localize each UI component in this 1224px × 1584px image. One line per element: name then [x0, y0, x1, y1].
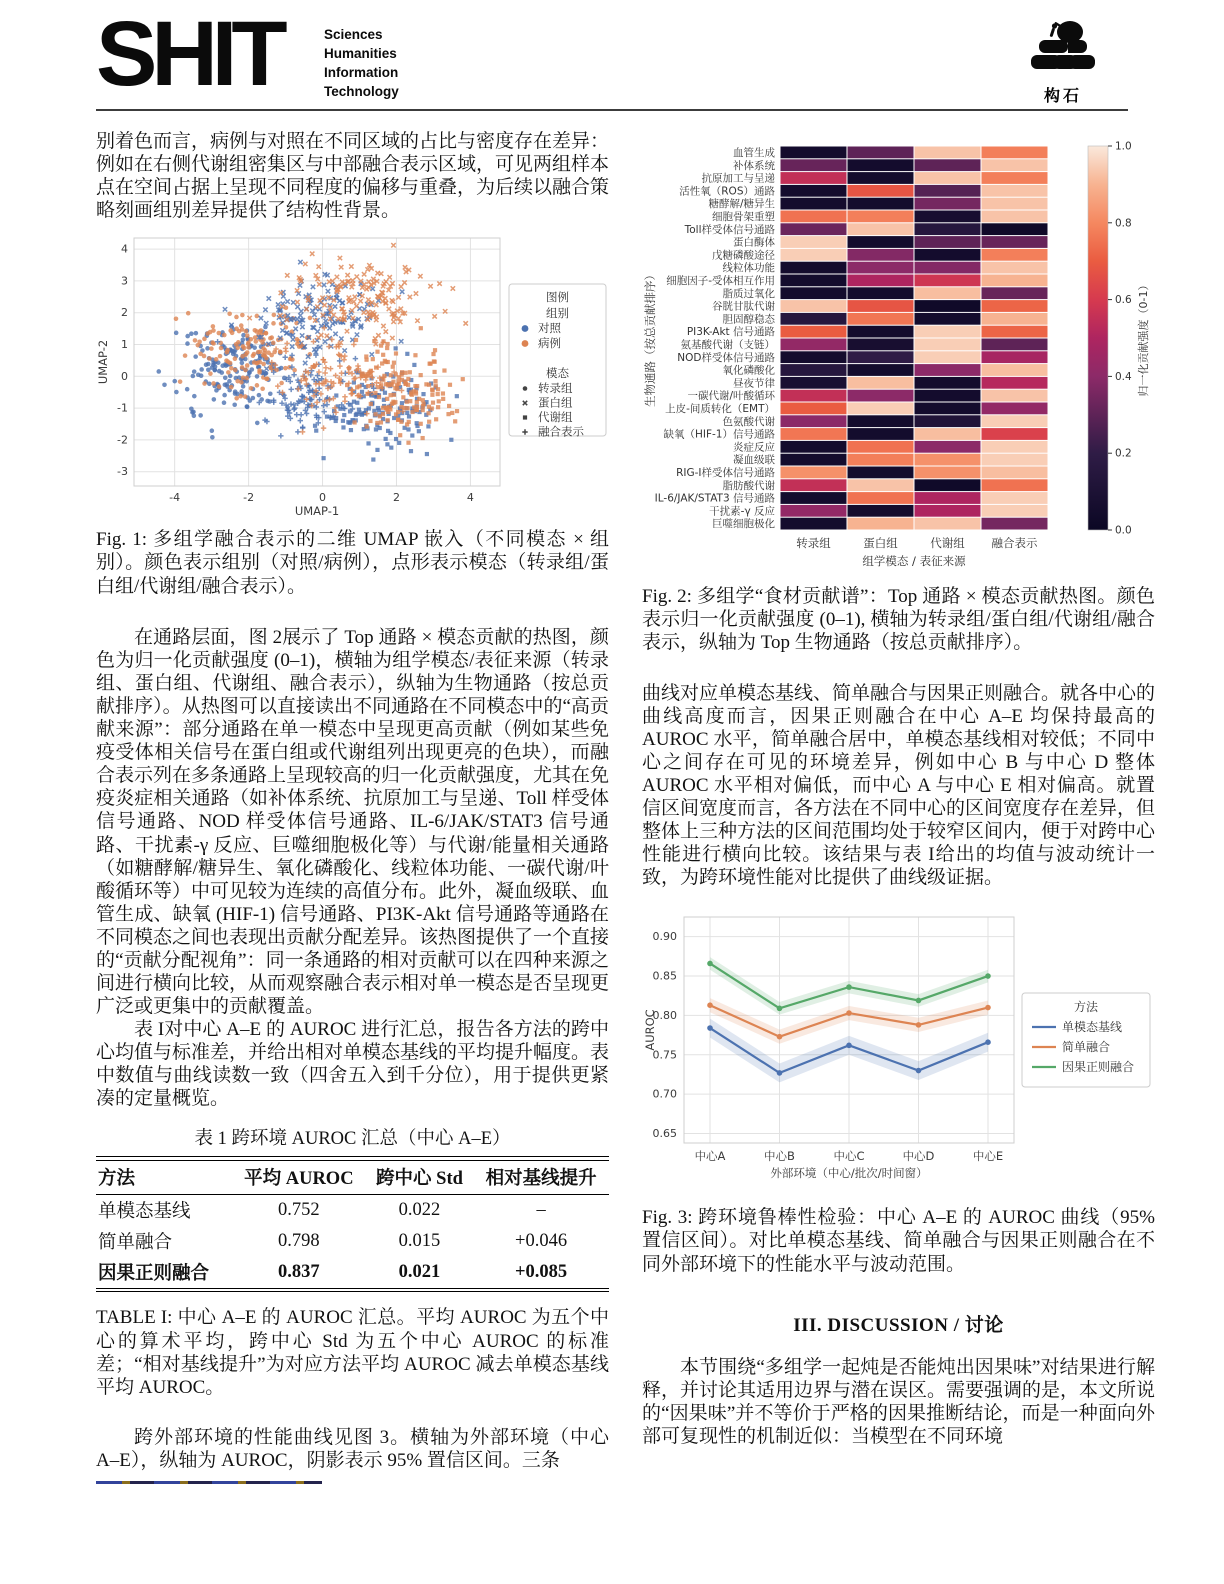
stone-pile-icon	[1021, 18, 1105, 80]
svg-text:细胞因子-受体相互作用: 细胞因子-受体相互作用	[666, 275, 775, 287]
table-cell: 单模态基线	[98, 1202, 191, 1223]
table-1-caption: TABLE I: 中心 A–E 的 AUROC 汇总。平均 AUROC 为五个中心的算术平均，跨中心 Std 为五个中心 AUROC 的标准差；“相对基线提升”为对应方法平均 AUROC 减去单模态基线平均 AUROC。	[96, 1307, 609, 1398]
svg-text:色氨酸代谢: 色氨酸代谢	[722, 415, 775, 428]
table-cell: 0.798	[278, 1230, 320, 1251]
publisher-label: 构石	[1043, 88, 1082, 105]
body-paragraph: 别着色而言，病例与对照在不同区域的占比与密度存在差异：例如在右侧代谢组密集区与中部融合表示区域，可见两组样本点在空间占据上呈现不同程度的偏移与重叠，为后续以融合策略刻画组别差异提供了结构性背景。	[96, 131, 610, 222]
svg-text:细胞骨架重塑: 细胞骨架重塑	[712, 211, 775, 223]
body-paragraph: 表 I对中心 A–E 的 AUROC 进行汇总，报告各方法的跨中心均值与标准差，并给出相对单模态基线的平均提升幅度。表中数值与曲线读数一致（四舍五入到千分位），用于提供更紧凑的定量概览。	[96, 1019, 610, 1110]
svg-text:-3: -3	[117, 465, 128, 479]
svg-text:炎症反应: 炎症反应	[733, 441, 775, 454]
table-cell: –	[536, 1199, 546, 1220]
figure-1-caption: Fig. 1: 多组学融合表示的二维 UMAP 嵌入（不同模态 × 组别）。颜色表示组别（对照/病例），点形表示模态（转录组/蛋白组/代谢组/融合表示）。	[96, 529, 609, 597]
svg-text:归一化贡献强度（0-1）: 归一化贡献强度（0-1）	[1137, 279, 1150, 397]
table-cell: 简单融合	[98, 1233, 173, 1254]
svg-text:Toll样受体信号通路: Toll样受体信号通路	[684, 223, 775, 236]
svg-text:生物通路（按总贡献排序）: 生物通路（按总贡献排序）	[643, 269, 657, 407]
svg-text:单模态基线: 单模态基线	[1062, 1020, 1123, 1035]
svg-text:模态: 模态	[546, 366, 569, 381]
svg-text:代谢组: 代谢组	[538, 410, 573, 425]
table-cell: 0.752	[278, 1199, 320, 1220]
svg-text:0: 0	[121, 370, 128, 384]
table-1-title: 表 1 跨环境 AUROC 汇总（中心 A–E）	[194, 1129, 511, 1150]
svg-text:0.8: 0.8	[1115, 217, 1132, 230]
subtitle-line: Sciences	[324, 27, 383, 42]
publisher-logo	[1020, 18, 1106, 106]
table-bottom-rule	[96, 1288, 609, 1293]
svg-text:组别: 组别	[546, 306, 569, 321]
svg-text:戊糖磷酸途径: 戊糖磷酸途径	[712, 249, 775, 262]
svg-text:1.0: 1.0	[1115, 140, 1132, 153]
journal-header	[96, 3, 1128, 111]
svg-text:外部环境（中心/批次/时间窗）: 外部环境（中心/批次/时间窗）	[770, 1166, 928, 1181]
svg-text:0.85: 0.85	[652, 969, 677, 983]
svg-text:血管生成: 血管生成	[733, 147, 775, 159]
svg-text:中心C: 中心C	[833, 1149, 865, 1164]
table-row	[96, 1194, 609, 1226]
body-paragraph: 本节围绕“多组学一起炖是否能炖出因果味”对结果进行解释，并讨论其适用边界与潜在误区。需要强调的是，本文所说的“因果味”并不等价于严格的因果推断结论，而是一种面向外部可复现性的机制近似：当模型在不同环境	[642, 1356, 1156, 1447]
svg-text:对照: 对照	[538, 321, 561, 336]
subtitle-line: Humanities	[324, 46, 397, 62]
svg-text:转录组: 转录组	[538, 381, 573, 396]
svg-text:缺氧（HIF-1）信号通路: 缺氧（HIF-1）信号通路	[663, 428, 775, 441]
journal-subtitle	[324, 25, 399, 102]
table-cell: +0.085	[514, 1261, 568, 1282]
svg-text:-1: -1	[117, 401, 128, 415]
table-cell: 0.022	[398, 1199, 441, 1220]
figure-3-caption: Fig. 3: 跨环境鲁棒性检验：中心 A–E 的 AUROC 曲线（95% 置信区间）。对比单模态基线、简单融合与因果正则融合在不同外部环境下的性能水平与波动范围。	[642, 1207, 1155, 1275]
svg-text:病例: 病例	[538, 336, 561, 351]
svg-text:UMAP-1: UMAP-1	[294, 504, 340, 518]
svg-text:0.6: 0.6	[1115, 294, 1132, 307]
column-header: 平均 AUROC	[232, 1161, 366, 1195]
svg-text:PI3K-Akt 信号通路: PI3K-Akt 信号通路	[686, 326, 775, 339]
body-paragraph: 跨外部环境的性能曲线见图 3。横轴为外部环境（中心 A–E），纵轴为 AUROC，阴影表示 95% 置信区间。三条	[96, 1427, 609, 1472]
figure-2-heatmap	[642, 140, 1155, 577]
svg-text:方法: 方法	[1073, 1000, 1099, 1015]
umap-scatter-plot	[96, 232, 609, 517]
svg-text:0.2: 0.2	[1115, 447, 1132, 460]
column-header: 相对基线提升	[473, 1161, 609, 1195]
table-cell: 0.021	[398, 1261, 441, 1282]
svg-text:蛋白组: 蛋白组	[863, 536, 898, 550]
svg-text:0.4: 0.4	[1115, 370, 1132, 383]
svg-text:2: 2	[121, 306, 128, 320]
table-header-row	[96, 1161, 609, 1195]
svg-text:图例: 图例	[546, 290, 569, 305]
pathway-contribution-heatmap	[642, 140, 1155, 572]
svg-text:2: 2	[392, 491, 400, 505]
table-1	[96, 1124, 609, 1292]
svg-text:0.75: 0.75	[652, 1048, 677, 1062]
svg-text:NOD样受体信号通路: NOD样受体信号通路	[677, 351, 775, 364]
svg-text:谷胱甘肽代谢: 谷胱甘肽代谢	[712, 300, 775, 313]
svg-text:-2: -2	[243, 491, 255, 505]
svg-text:AUROC: AUROC	[643, 1009, 657, 1051]
svg-text:-4: -4	[169, 491, 181, 505]
svg-text:干扰素-γ 反应: 干扰素-γ 反应	[709, 505, 775, 518]
svg-text:蛋白酶体: 蛋白酶体	[733, 236, 775, 249]
svg-text:中心E: 中心E	[972, 1149, 1004, 1164]
svg-text:凝血级联: 凝血级联	[733, 454, 775, 467]
svg-text:3: 3	[121, 274, 128, 288]
figure-1-umap	[96, 232, 609, 522]
svg-text:抗原加工与呈递: 抗原加工与呈递	[701, 172, 775, 185]
table-cell: 0.015	[398, 1230, 441, 1251]
left-column	[96, 130, 609, 1484]
svg-text:组学模态 / 表征来源: 组学模态 / 表征来源	[862, 554, 966, 568]
svg-text:0.65: 0.65	[652, 1127, 677, 1141]
column-header: 方法	[96, 1161, 232, 1195]
svg-text:糖酵解/糖异生: 糖酵解/糖异生	[708, 198, 775, 211]
svg-text:融合表示: 融合表示	[538, 424, 584, 439]
svg-text:中心B: 中心B	[764, 1149, 795, 1164]
figure-3-lines	[642, 907, 1155, 1200]
svg-text:RIG-I样受体信号通路: RIG-I样受体信号通路	[676, 467, 775, 479]
svg-text:0.70: 0.70	[652, 1087, 677, 1101]
svg-text:脂肪酸代谢: 脂肪酸代谢	[722, 479, 775, 492]
auroc-summary-table	[96, 1161, 609, 1288]
column-header: 跨中心 Std	[366, 1161, 473, 1195]
svg-text:0.90: 0.90	[652, 930, 677, 944]
svg-text:1: 1	[121, 338, 128, 352]
svg-text:胆固醇稳态: 胆固醇稳态	[722, 313, 775, 326]
table-cell: 0.837	[278, 1261, 320, 1282]
svg-text:线粒体功能: 线粒体功能	[722, 262, 775, 275]
auroc-line-chart	[642, 907, 1155, 1195]
svg-text:UMAP-2: UMAP-2	[96, 340, 110, 385]
svg-text:补体系统: 补体系统	[733, 159, 775, 172]
table-cell: 因果正则融合	[98, 1264, 210, 1285]
svg-text:中心A: 中心A	[694, 1149, 726, 1164]
svg-text:融合表示: 融合表示	[991, 536, 1038, 550]
svg-text:简单融合: 简单融合	[1062, 1040, 1111, 1055]
table-cell: +0.046	[515, 1230, 568, 1251]
subtitle-line: Information	[324, 65, 399, 81]
journal-logo: SHIT	[96, 3, 282, 105]
svg-text:4: 4	[466, 491, 474, 505]
svg-text:活性氧（ROS）通路: 活性氧（ROS）通路	[679, 185, 775, 198]
svg-text:昼夜节律: 昼夜节律	[733, 377, 775, 390]
body-paragraph: 在通路层面，图 2展示了 Top 通路 × 模态贡献的热图，颜色为归一化贡献强度 (0–1)，横轴为组学模态/表征来源（转录组、蛋白组、代谢组、融合表示），纵轴为生物通路（按总贡献排序）。从热图可以直接读出不同通路在不同模态中的“高贡献来源”：部分通路在单一模态中呈现更高贡献（例如某些免疫受体相关信号在蛋白组或代谢组列出现更亮的色块），而融合表示列在多条通路上呈现较高的归一化贡献强度，尤其在免疫炎症相关通路（如补体系统、抗原加工与呈递、Toll 样受体信号通路、NOD 样受体信号通路、IL-6/JAK/STAT3 信号通路、干扰素-γ 反应、巨噬细胞极化等）与代谢/能量相关通路（如糖酵解/糖异生、氧化磷酸化、线粒体功能、一碳代谢/叶酸循环等）中可见较为连续的高值分布。此外，凝血级联、血管生成、缺氧 (HIF-1) 信号通路、PI3K-Akt 信号通路等通路在不同模态之间也表现出贡献分配差异。该热图提供了一个直接的“贡献分配视角”：同一条通路的相对贡献可以在四种来源之间进行横向比较，从而观察融合表示相对单一模态是否呈现更广泛或更集中的贡献覆盖。	[96, 626, 610, 1018]
svg-text:IL-6/JAK/STAT3 信号通路: IL-6/JAK/STAT3 信号通路	[654, 492, 775, 505]
table-row	[96, 1226, 609, 1257]
svg-text:-2: -2	[117, 433, 128, 447]
table-row	[96, 1257, 609, 1288]
svg-text:一碳代谢/叶酸循环: 一碳代谢/叶酸循环	[687, 390, 775, 403]
svg-text:0: 0	[319, 491, 327, 505]
svg-text:脂质过氧化: 脂质过氧化	[722, 287, 775, 300]
svg-text:4: 4	[121, 242, 128, 256]
subtitle-line: Technology	[324, 84, 399, 100]
svg-text:因果正则融合: 因果正则融合	[1062, 1060, 1135, 1075]
svg-text:0.0: 0.0	[1115, 524, 1132, 537]
section-heading: III. DISCUSSION / 讨论	[793, 1314, 1004, 1336]
svg-text:巨噬细胞极化: 巨噬细胞极化	[712, 518, 775, 531]
svg-text:代谢组: 代谢组	[930, 536, 965, 550]
body-paragraph: 曲线对应单模态基线、简单融合与因果正则融合。就各中心的曲线高度而言，因果正则融合在中心 A–E 均保持最高的 AUROC 水平，简单融合居中，单模态基线相对较低；不同中心之间存在可见的环境差异，例如中心 B 与中心 D 整体 AUROC 水平相对偏低，而中心 A 与中心 E 相对偏高。就置信区间宽度而言，各方法在不同中心的区间宽度存在差异，但整体上三种方法的区间范围均处于较窄区间内，便于对跨中心性能进行横向比较。该结果与表 I给出的均值与波动统计一致，为跨环境性能对比提供了曲线级证据。	[642, 682, 1156, 889]
right-column	[642, 140, 1155, 1448]
svg-text:中心D: 中心D	[902, 1149, 935, 1164]
figure-2-caption: Fig. 2: 多组学“食材贡献谱”：Top 通路 × 模态贡献热图。颜色表示归一化贡献强度 (0–1), 横轴为转录组/蛋白组/代谢组/融合表示，纵轴为 Top 生物通路（按总贡献排序）。	[642, 586, 1155, 654]
svg-text:氧化磷酸化: 氧化磷酸化	[722, 364, 775, 377]
svg-text:转录组: 转录组	[796, 536, 831, 550]
svg-text:上皮-间质转化（EMT）: 上皮-间质转化（EMT）	[665, 403, 775, 415]
svg-text:氨基酸代谢（支链）: 氨基酸代谢（支链）	[680, 339, 775, 351]
svg-text:0.80: 0.80	[652, 1009, 677, 1023]
svg-text:蛋白组: 蛋白组	[538, 395, 573, 410]
clipped-next-line	[96, 1481, 322, 1484]
